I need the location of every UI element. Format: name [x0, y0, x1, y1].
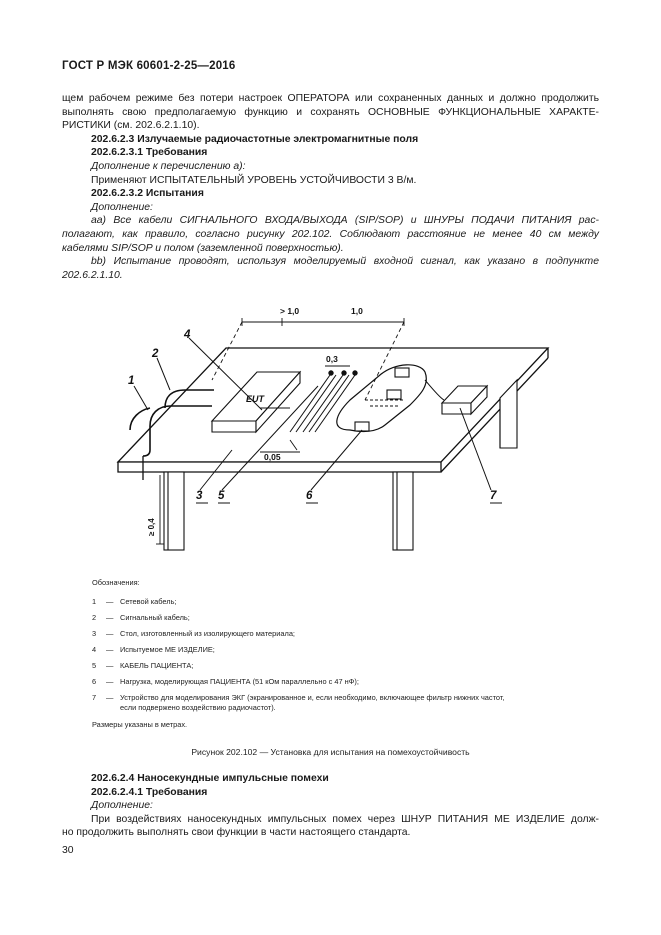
legend-text: Сигнальный кабель;	[120, 613, 190, 622]
dim-0-05: 0,05	[264, 452, 281, 462]
figure-caption: Рисунок 202.102 — Установка для испытания на помехоустойчивость	[191, 747, 470, 757]
legend-number: 6	[92, 677, 97, 686]
legend-dash: —	[106, 677, 114, 686]
paragraph-line: РИСТИКИ (см. 202.6.2.1.10).	[62, 120, 200, 132]
legend-number: 5	[92, 661, 97, 670]
addition-label: Дополнение:	[91, 800, 153, 812]
addition-label: Дополнение:	[91, 201, 153, 213]
dim-0-3: 0,3	[326, 354, 338, 364]
legend-text: Устройство для моделирования ЭКГ (экранированное и, если необходимо, включающее фильтр нижних частот,	[120, 693, 505, 702]
paragraph-line: щем рабочем режиме без потери настроек ОПЕРАТОРА или сохраненных данных и должно продолжить	[62, 93, 599, 104]
legend-dash: —	[106, 613, 114, 622]
legend-dash: —	[106, 661, 114, 670]
callout-2: 2	[152, 348, 159, 360]
subsection-heading: 202.6.2.3.1 Требования	[91, 147, 208, 159]
paragraph-line: bb) Испытание проводят, используя моделируемый входной сигнал, как указано в подпункте	[91, 256, 599, 268]
dim-1: 1,0	[351, 306, 363, 316]
paragraph-line: аа) Все кабели СИГНАЛЬНОГО ВХОДА/ВЫХОДА (SIP/SOP) и ШНУРЫ ПОДАЧИ ПИТАНИЯ рас-	[91, 215, 599, 227]
legend-text: Испытуемое МЕ ИЗДЕЛИЕ;	[120, 645, 215, 654]
paragraph-line: кабелями SIP/SOP и полом (заземленной поверхностью).	[62, 242, 344, 254]
document-header: ГОСТ Р МЭК 60601-2-25—2016	[62, 60, 236, 72]
legend-number: 4	[92, 645, 97, 654]
paragraph-line: полагают, как правило, согласно рисунку 202.102. Соблюдают расстояние не менее 40 см между	[62, 229, 599, 240]
legend-dash: —	[106, 629, 114, 638]
paragraph-line: При воздействиях наносекундных импульсных помех через ШНУР ПИТАНИЯ МЕ ИЗДЕЛИЕ долж-	[91, 813, 599, 825]
callout-5: 5	[218, 490, 225, 502]
paragraph-line: но продолжить выполнять свои функции в части настоящего стандарта.	[62, 827, 411, 839]
callout-1: 1	[128, 375, 135, 387]
eut-label: EUT	[246, 394, 264, 404]
legend-dash: —	[106, 597, 114, 606]
subsection-heading: 202.6.2.4.1 Требования	[91, 786, 208, 798]
legend-text: Стол, изготовленный из изолирующего материала;	[120, 629, 295, 638]
section-heading: 202.6.2.4 Наносекундные импульсные помехи	[91, 773, 329, 784]
legend-text: Нагрузка, моделирующая ПАЦИЕНТА (51 кОм параллельно с 47 нФ);	[120, 677, 359, 686]
section-heading: 202.6.2.3 Излучаемые радиочастотные электромагнитные поля	[91, 133, 419, 145]
legend-text: Сетевой кабель;	[120, 597, 177, 606]
dim-0-4: ≥ 0,4	[147, 518, 156, 536]
dim-gt-1: > 1,0	[280, 306, 300, 316]
subsection-heading: 202.6.2.3.2 Испытания	[91, 188, 204, 200]
paragraph-line: Применяют ИСПЫТАТЕЛЬНЫЙ УРОВЕНЬ УСТОЙЧИВОСТИ 3 В/м.	[91, 174, 417, 186]
callout-7: 7	[490, 490, 497, 502]
paragraph-line: 202.6.2.1.10.	[62, 269, 123, 281]
callout-3: 3	[196, 490, 203, 502]
legend-text: КАБЕЛЬ ПАЦИЕНТА;	[120, 661, 194, 670]
test-setup-figure	[0, 290, 661, 580]
paragraph-line: выполнять свою предполагаемую функцию и сохранять ОСНОВНЫЕ ФУНКЦИОНАЛЬНЫЕ ХАРАКТЕ-	[62, 106, 599, 118]
legend-number: 3	[92, 629, 97, 638]
legend-number: 1	[92, 597, 97, 606]
page-number: 30	[62, 845, 74, 856]
legend-number: 2	[92, 613, 97, 622]
table	[118, 348, 548, 550]
legend-dash: —	[106, 693, 114, 702]
legend-number: 7	[92, 693, 97, 702]
units-note: Размеры указаны в метрах.	[92, 720, 188, 729]
legend-dash: —	[106, 645, 114, 654]
callout-4: 4	[184, 329, 191, 341]
legend-text: если подвержено воздействию радиочастот).	[120, 703, 276, 712]
addition-label: Дополнение к перечислению а):	[91, 161, 246, 172]
callout-6: 6	[306, 490, 313, 502]
legend-title: Обозначения:	[92, 578, 140, 587]
